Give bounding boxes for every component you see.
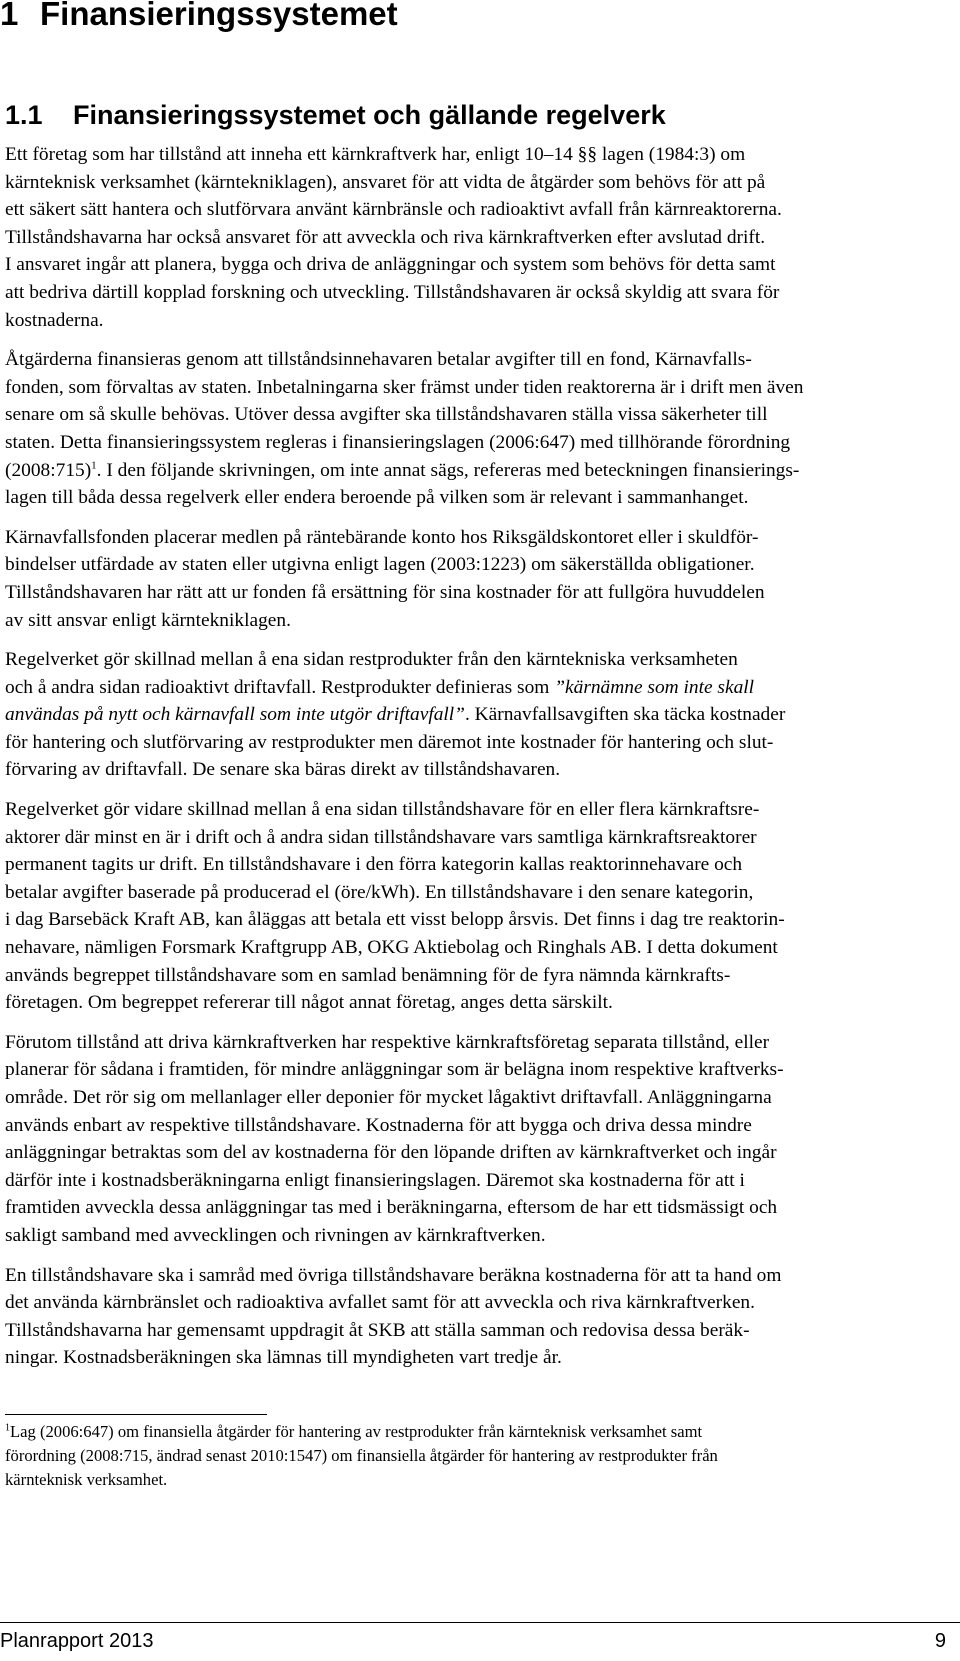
body-text [5,141,945,1384]
definition-quote: användas på nytt och kärnavfall som inte utgör driftavfall” [5,704,465,726]
text-line: Förutom tillstånd att driva kärnkraftverken har respektive kärnkraftsföretag separata tillstånd, eller [5,1031,770,1053]
text-line: fonden, som förvaltas av staten. Inbetalningarna sker främst under tiden reaktorerna är i drift men även [5,376,804,398]
text-line: för hantering och slutförvaring av restprodukter men däremot inte kostnader för hantering och slut- [5,731,774,753]
footnote-line [5,1420,945,1444]
text-line: betalar avgifter baserade på producerad el (öre/kWh). En tillståndshavare i den senare kategorin, [5,881,754,903]
text-line: används enbart av respektive tillståndshavare. Kostnaderna för att bygga och driva dessa mindre [5,1114,752,1136]
text-segment: och å andra sidan radioaktivt driftavfall. Restprodukter definieras som [5,676,555,698]
section-heading [5,98,666,132]
text-line: Tillståndshavaren har rätt att ur fonden få ersättning för sina kostnader för att fullgöra huvuddelen [5,581,765,603]
definition-quote: ”kärnämne som inte skall [554,676,755,698]
text-line: sakligt samband med avvecklingen och rivningen av kärnkraftverken. [5,1224,546,1246]
paragraph-license-holders [5,796,945,1017]
chapter-title: Finansieringssystemet [40,0,398,32]
text-line: lagen till båda dessa regelverk eller endera beroende på vilken som är relevant i sammanhanget. [5,487,749,509]
text-line: bindelser utfärdade av staten eller utgivna enligt lagen (2003:1223) om säkerställda obligationer. [5,554,755,576]
text-line: Ett företag som har tillstånd att inneha ett kärnkraftverk har, enligt 10–14 §§ lagen (1984:3) om [5,144,746,165]
text-line: område. Det rör sig om mellanlager eller deponier för mycket lågaktivt driftavfall. Anläggningarna [5,1087,772,1108]
text-line: används begreppet tillståndshavare som en samlad benämning för de fyra nämnda kärnkrafts- [5,964,731,986]
text-line: förvaring av driftavfall. De senare ska bäras direkt av tillståndshavaren. [5,759,561,781]
page-number: 9 [934,1630,946,1652]
footnote-marker: 1 [5,1422,10,1434]
text-segment: . I den följande skrivningen, om inte annat sägs, refereras med beteckningen finansierings- [96,459,800,481]
text-line: Tillståndshavarna har också ansvaret för att avveckla och riva kärnkraftverken efter avslutad drift. [5,226,766,248]
text-line: det använda kärnbränslet och radioaktiva avfallet samt för att avveckla och riva kärnkraftverken. [5,1292,755,1314]
paragraph-cost-calculation [5,1262,945,1372]
text-line: Tillståndshavarna har gemensamt uppdragit åt SKB att ställa samman och redovisa dessa beräk- [5,1319,750,1341]
footnote [5,1420,945,1492]
text-line: därför inte i kostnadsberäkningarna enligt finansieringslagen. Däremot ska kostnaderna för att i [5,1169,745,1191]
text-line: Kärnavfallsfonden placerar medlen på räntebärande konto hos Riksgäldskontoret eller i skuldför- [5,526,759,548]
paragraph-obligations [5,251,945,334]
report-name: Planrapport 2013 [0,1630,154,1652]
text-line [5,457,945,485]
paragraph-residual-products [5,646,945,784]
text-line: nehavare, nämligen Forsmark Kraftgrupp AB, OKG Aktiebolag och Ringhals AB. I detta dokument [5,937,778,959]
text-line: i dag Barsebäck Kraft AB, kan åläggas att betala ett visst belopp årsvis. Det finns i dag tre reaktorin- [5,909,785,931]
text-line: att bedriva därtill kopplad forskning och utveckling. Tillståndshavaren är också skyldig att svara för [5,281,780,303]
text-line: företagen. Om begreppet refererar till något annat företag, anges detta särskilt. [5,992,613,1014]
text-segment: . Kärnavfallsavgiften ska täcka kostnader [464,704,786,726]
chapter-heading [0,0,398,36]
text-segment: Lag (2006:647) om finansiella åtgärder för hantering av restprodukter från kärnteknisk verksamhet samt [10,1422,703,1441]
text-line: planerar för sådana i framtiden, för mindre anläggningar som är belägna inom respektive kraftverks- [5,1059,784,1081]
text-line [5,701,945,729]
text-line: senare om så skulle behövas. Utöver dessa avgifter ska tillståndshavaren ställa vissa säkerheter till [5,404,768,426]
text-line: ett säkert sätt hantera och slutförvara använt kärnbränsle och radioaktivt avfall från kärnreaktorerna. [5,199,782,221]
text-line: Regelverket gör vidare skillnad mellan å ena sidan tillståndshavare för en eller flera kärnkraftsre- [5,799,760,821]
text-line: permanent tagits ur drift. En tillståndshavare i den förra kategorin kallas reaktorinnehavare och [5,854,743,876]
paragraph-responsibility [5,141,945,251]
footnote-line: förordning (2008:715, ändrad senast 2010:1547) om finansiella åtgärder för hantering av restprodukter från [5,1446,718,1465]
text-line: I ansvaret ingår att planera, bygga och driva de anläggningar och system som behövs för detta samt [5,254,776,276]
text-segment: (2008:715) [5,459,92,481]
text-line: kärnteknisk verksamhet (kärntekniklagen), ansvaret för att vidta de åtgärder som behövs för att på [5,171,766,193]
section-title: Finansieringssystemet och gällande regelverk [73,100,666,130]
chapter-number: 1 [0,0,19,32]
footnote-line: kärnteknisk verksamhet. [5,1470,168,1489]
paragraph-fund [5,524,945,634]
text-line: framtiden avveckla dessa anläggningar tas med i beräkningarna, eftersom de har ett tidsmässigt och [5,1197,778,1219]
text-line: Regelverket gör skillnad mellan å ena sidan restprodukter från den kärntekniska verksamheten [5,649,738,671]
text-line: kostnaderna. [5,309,104,331]
text-line: ningar. Kostnadsberäkningen ska lämnas till myndigheten vart tredje år. [5,1347,562,1369]
text-line: Åtgärderna finansieras genom att tillståndsinnehavaren betalar avgifter till en fond, Kärnavfalls- [5,349,752,371]
text-line: aktorer där minst en är i drift och å andra sidan tillståndshavare vars samtliga kärnkraftsreaktorer [5,826,757,848]
page-footer [0,1622,960,1655]
footnote-separator [5,1414,267,1415]
text-line: staten. Detta finansieringssystem regleras i finansieringslagen (2006:647) med tillhörande förordning [5,431,791,453]
text-line: En tillståndshavare ska i samråd med övriga tillståndshavare beräkna kostnaderna för att ta hand om [5,1264,782,1286]
section-number: 1.1 [5,100,43,130]
paragraph-financing [5,346,945,512]
text-line: anläggningar betraktas som del av kostnaderna för den löpande driften av kärnkraftverket och ingår [5,1142,777,1164]
text-line [5,674,945,702]
paragraph-facilities [5,1029,945,1250]
text-line: av sitt ansvar enligt kärntekniklagen. [5,609,291,631]
footnote-reference[interactable]: 1 [91,459,97,472]
